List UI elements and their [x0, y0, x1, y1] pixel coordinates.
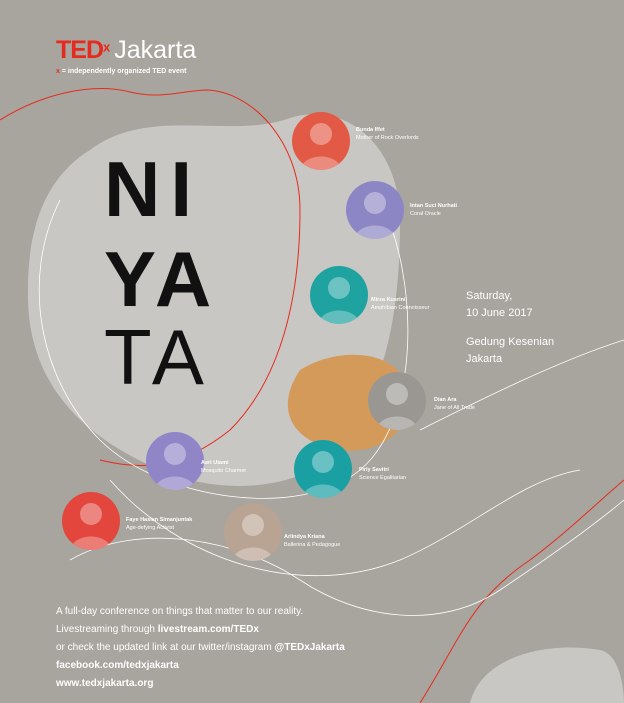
speaker-name: Bunda Iffet — [356, 127, 385, 133]
speaker-name: Firly Savitri — [359, 467, 389, 473]
speaker-photo — [294, 440, 352, 498]
speaker-name: Asri Utami — [201, 460, 229, 466]
speaker-caption — [356, 126, 419, 143]
event-venue: Gedung Kesenian — [466, 336, 555, 349]
title-line-1: NI — [104, 145, 202, 233]
spacer — [466, 322, 554, 334]
info-livestream — [56, 621, 345, 639]
event-city: Jakarta — [466, 353, 503, 366]
logo-tagline-x: x — [56, 68, 60, 75]
event-date: 10 June 2017 — [466, 307, 533, 320]
logo-ted: TED — [56, 36, 103, 64]
speaker-name: Faye Hasian Simanjuntak — [126, 517, 193, 523]
logo-city: Jakarta — [114, 36, 197, 64]
speaker-caption — [410, 202, 457, 219]
speaker-role: Ballerina & Pedagogue — [284, 542, 341, 549]
speaker-caption — [359, 466, 406, 483]
title-line-3: TA — [104, 313, 210, 401]
title-line-2: YA — [104, 235, 218, 323]
speaker-name: Mirza Kusrini — [371, 297, 406, 303]
speaker-caption — [434, 396, 475, 413]
speaker-role: Amphibian Connoisseur — [371, 305, 430, 312]
speaker-photo — [310, 266, 368, 324]
speaker-name: Intan Suci Nurhati — [410, 203, 458, 209]
social-prefix: or check the updated link at our twitter/instagram — [56, 642, 275, 653]
event-day: Saturday, — [466, 290, 513, 302]
speaker-role: Science Egalitarian — [359, 475, 407, 482]
event-details — [466, 288, 554, 368]
logo-tagline — [56, 68, 187, 75]
speaker-photo — [346, 181, 404, 239]
speaker-caption — [371, 296, 429, 313]
info-social — [56, 639, 345, 657]
info-description: A full-day conference on things that matter to our reality. — [56, 606, 304, 617]
speaker-caption — [201, 459, 246, 476]
speaker-name: Dian Ara — [434, 397, 457, 403]
logo-tagline-text: = independently organized TED event — [59, 68, 187, 75]
tedx-logo — [56, 36, 196, 65]
speaker-caption — [284, 533, 340, 550]
livestream-prefix: Livestreaming through — [56, 624, 158, 635]
speaker-role: Jane of All Trade — [434, 405, 475, 412]
website-link[interactable]: www.tedxjakarta.org — [56, 678, 154, 689]
info-block — [56, 603, 345, 693]
speaker-name: Arlindya Kriana — [284, 534, 325, 540]
livestream-link[interactable]: livestream.com/TEDx — [157, 624, 259, 635]
speaker-role: Age-defying Activist — [126, 525, 174, 532]
twitter-handle-link[interactable]: @TEDxJakarta — [274, 642, 345, 653]
speaker-photo — [368, 372, 426, 430]
facebook-link[interactable]: facebook.com/tedxjakarta — [56, 660, 179, 671]
light-blob-bottom-right — [470, 647, 624, 703]
speaker-role: Coral Oracle — [410, 211, 441, 218]
speaker-photo — [292, 112, 350, 170]
speaker-photo — [146, 432, 204, 490]
speaker-caption — [126, 516, 192, 533]
speaker-photo — [62, 492, 120, 550]
speaker-photo — [224, 503, 282, 561]
speaker-role: Mosquito Charmer — [201, 468, 247, 475]
logo-superscript: x — [103, 39, 111, 55]
speaker-role: Mother of Rock Overlords — [356, 135, 419, 142]
